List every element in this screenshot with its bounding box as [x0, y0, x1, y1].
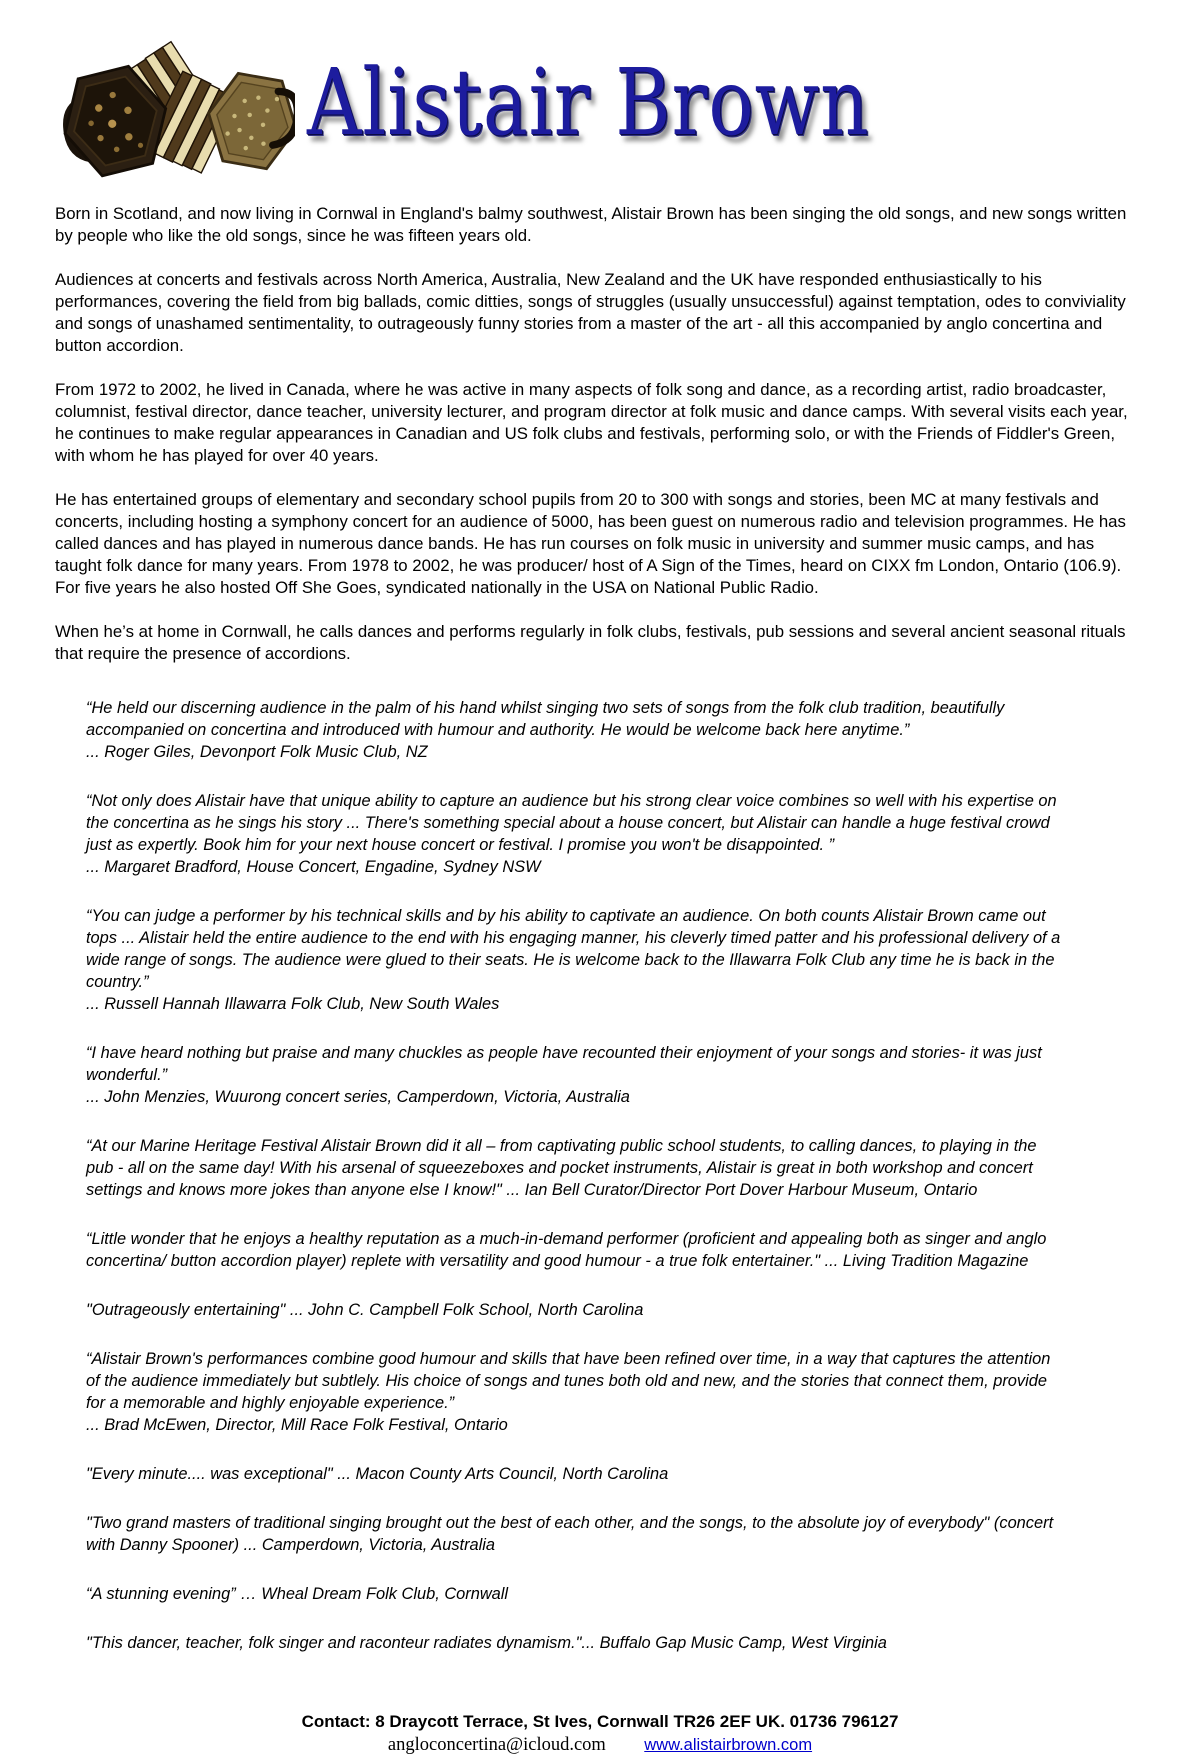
bio-paragraph: Born in Scotland, and now living in Cornwal in England's balmy southwest, Alistair Brown has been singing the old songs, and new songs written by people who like the old songs, since he was fifteen years old.: [55, 204, 1127, 245]
website-link[interactable]: www.alistairbrown.com: [644, 1736, 813, 1754]
testimonial-text: "Every minute.... was exceptional" ... Macon County Arts Council, North Carolina: [86, 1465, 669, 1483]
testimonial-text: “Alistair Brown's performances combine good humour and skills that have been refined over time, in a way that captures the attention of the audience immediately but subtlely. His choice of songs and tunes both old and new, and the stories that connect them, provide for a memorable and highly enjoyable experience.”: [86, 1350, 1051, 1412]
bio-paragraph: From 1972 to 2002, he lived in Canada, where he was active in many aspects of folk song and dance, as a recording artist, radio broadcaster, columnist, festival director, dance teacher, university lecturer, and program director at folk music and dance camps. With several visits each year, he continues to make regular appearances in Canadian and US folk clubs and festivals, performing solo, or with the Friends of Fiddler's Green, with whom he has played for over 40 years.: [55, 380, 1128, 465]
testimonial-attribution: ... Russell Hannah Illawarra Folk Club, New South Wales: [86, 995, 500, 1013]
concertina-icon: [45, 23, 295, 183]
contact-links-row: [55, 1733, 1145, 1758]
bio-paragraph: When he’s at home in Cornwall, he calls dances and performs regularly in folk clubs, festivals, pub sessions and several ancient seasonal rituals that require the presence of accordions.: [55, 622, 1126, 663]
testimonial-attribution: ... Brad McEwen, Director, Mill Race Folk Festival, Ontario: [86, 1416, 508, 1434]
testimonial: [86, 697, 1061, 763]
bio-section: [55, 203, 1145, 665]
testimonial-text: “Little wonder that he enjoys a healthy reputation as a much-in-demand performer (proficient and appealing both as singer and anglo concertina/ button accordion player) replete with versatility and good humour - a true folk entertainer." ... Living Tradition Magazine: [86, 1230, 1047, 1270]
testimonial-text: "Outrageously entertaining" ... John C. Campbell Folk School, North Carolina: [86, 1301, 644, 1319]
email-text: angloconcertina@icloud.com: [387, 1735, 606, 1755]
testimonial: [86, 1348, 1061, 1436]
testimonial: [86, 1512, 1061, 1556]
testimonial-text: "Two grand masters of traditional singing brought out the best of each other, and the songs, to the absolute joy of everybody" (concert with Danny Spooner) ... Camperdown, Victoria, Australia: [86, 1514, 1054, 1554]
testimonials-section: [86, 697, 1145, 1654]
testimonial-attribution: ... John Menzies, Wuurong concert series, Camperdown, Victoria, Australia: [86, 1088, 630, 1106]
testimonial: [86, 790, 1061, 878]
testimonial: [86, 1632, 1061, 1654]
contact-info: Contact: 8 Draycott Terrace, St Ives, Cornwall TR26 2EF UK. 01736 796127: [301, 1712, 899, 1731]
testimonial-text: “A stunning evening” … Wheal Dream Folk Club, Cornwall: [86, 1585, 509, 1603]
testimonial: [86, 1135, 1061, 1201]
footer: [55, 1710, 1145, 1758]
testimonial-text: "This dancer, teacher, folk singer and raconteur radiates dynamism."... Buffalo Gap Music Camp, West Virginia: [86, 1634, 887, 1652]
testimonial-text: “At our Marine Heritage Festival Alistair Brown did it all – from captivating public school students, to calling dances, to playing in the pub - all on the same day! With his arsenal of squeezeboxes and pocket instruments, Alistair is great in both workshop and concert settings and knows more jokes than anyone else I know!" ... Ian Bell Curator/Director Port Dover Harbour Museum, Ontario: [86, 1137, 1037, 1199]
bio-paragraph: He has entertained groups of elementary and secondary school pupils from 20 to 300 with songs and stories, been MC at many festivals and concerts, including hosting a symphony concert for an audience of 5000, has been guest on numerous radio and television programmes. He has called dances and has played in numerous dance bands. He has run courses on folk music in university and summer music camps, and has taught folk dance for many years. From 1978 to 2002, he was producer/ host of A Sign of the Times, heard on CIXX fm London, Ontario (106.9). For five years he also hosted Off She Goes, syndicated nationally in the USA on National Public Radio.: [55, 490, 1126, 597]
testimonial: [86, 905, 1061, 1015]
main-content: [45, 203, 1145, 1758]
testimonial-attribution: ... Margaret Bradford, House Concert, Engadine, Sydney NSW: [86, 858, 541, 876]
testimonial: [86, 1042, 1061, 1108]
bio-paragraph: Audiences at concerts and festivals across North America, Australia, New Zealand and the UK have responded enthusiastically to his performances, covering the field from big ballads, comic ditties, songs of struggles (usually unsuccessful) against temptation, odes to conviviality and songs of unashamed sentimentality, to outrageously funny stories from a master of the art - all this accompanied by anglo concertina and button accordion.: [55, 270, 1126, 355]
testimonial-text: “You can judge a performer by his technical skills and by his ability to captivate an audience. On both counts Alistair Brown came out tops ... Alistair held the entire audience to the end with his engaging manner, his cleverly timed patter and his professional delivery of a wide range of songs. The audience were glued to their seats. He is welcome back to the Illawarra Folk Club any time he is back in the country.”: [86, 907, 1061, 991]
testimonial: [86, 1228, 1061, 1272]
testimonial-text: “He held our discerning audience in the palm of his hand whilst singing two sets of songs from the folk club tradition, beautifully accompanied on concertina and introduced with humour and authority. He would be welcome back here anytime.”: [86, 699, 1005, 739]
testimonial-text: “I have heard nothing but praise and many chuckles as people have recounted their enjoyment of your songs and stories- it was just wonderful.”: [86, 1044, 1042, 1084]
header: [45, 20, 1145, 185]
testimonial: [86, 1299, 1061, 1321]
page-title: Alistair Brown: [307, 49, 870, 156]
testimonial: [86, 1463, 1061, 1485]
testimonial-attribution: ... Roger Giles, Devonport Folk Music Club, NZ: [86, 743, 428, 761]
testimonial-text: “Not only does Alistair have that unique ability to capture an audience but his strong clear voice combines so well with his expertise on the concertina as he sings his story ... There's something special about a house concert, but Alistair can handle a huge festival crowd just as expertly. Book him for your next house concert or festival. I promise you won't be disappointed. ”: [86, 792, 1057, 854]
testimonial: [86, 1583, 1061, 1605]
